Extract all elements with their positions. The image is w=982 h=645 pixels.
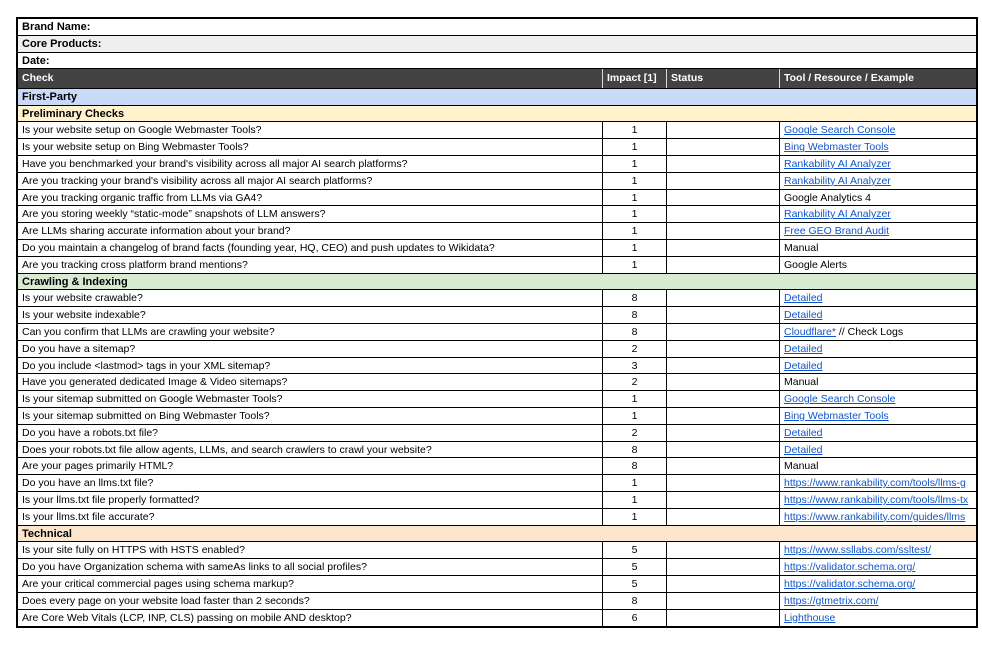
table-row <box>18 559 976 576</box>
impact-value-cell: 5 <box>602 542 666 558</box>
check-question-cell: Do you have a sitemap? <box>22 342 136 355</box>
check-question-cell: Is your sitemap submitted on Google Webmaster Tools? <box>22 393 283 406</box>
tool-link[interactable]: https://www.rankability.com/tools/llms-tx <box>784 494 969 507</box>
tool-text: Manual <box>784 376 819 389</box>
impact-value-cell: 8 <box>602 458 666 474</box>
status-cell[interactable] <box>666 173 779 189</box>
tool-cell <box>779 358 976 374</box>
table-row <box>18 593 976 610</box>
table-row <box>18 542 976 559</box>
impact-value-cell: 1 <box>602 173 666 189</box>
table-row <box>18 257 976 274</box>
meta-row <box>18 53 976 70</box>
table-row <box>18 139 976 156</box>
meta-label: Core Products: <box>22 37 102 50</box>
column-header-check: Check <box>22 72 54 85</box>
check-question-cell: Is your website crawable? <box>22 292 143 305</box>
section-row <box>18 89 976 106</box>
impact-value-cell: 2 <box>602 425 666 441</box>
impact-value-cell: 6 <box>602 610 666 627</box>
check-question-cell: Have you generated dedicated Image & Video sitemaps? <box>22 376 288 389</box>
status-cell[interactable] <box>666 341 779 357</box>
tool-link[interactable]: Detailed <box>784 342 823 355</box>
check-question-cell: Is your llms.txt file properly formatted? <box>22 494 200 507</box>
tool-link[interactable]: Google Search Console <box>784 124 896 137</box>
check-question-cell: Does every page on your website load faster than 2 seconds? <box>22 594 310 607</box>
tool-link[interactable]: Cloudflare* <box>784 326 836 339</box>
check-question-cell: Are your pages primarily HTML? <box>22 460 174 473</box>
tool-link[interactable]: Lighthouse <box>784 611 836 624</box>
impact-value-cell: 3 <box>602 358 666 374</box>
table-row <box>18 341 976 358</box>
status-cell[interactable] <box>666 122 779 138</box>
status-cell[interactable] <box>666 593 779 609</box>
tool-cell <box>779 240 976 256</box>
status-cell[interactable] <box>666 290 779 306</box>
table-row <box>18 156 976 173</box>
tool-cell <box>779 341 976 357</box>
table-row <box>18 190 976 207</box>
meta-row <box>18 36 976 53</box>
column-header-impact: Impact [1] <box>602 69 666 88</box>
section-title: Crawling & Indexing <box>22 275 128 288</box>
status-cell[interactable] <box>666 425 779 441</box>
status-cell[interactable] <box>666 190 779 206</box>
status-cell[interactable] <box>666 307 779 323</box>
status-cell[interactable] <box>666 475 779 491</box>
section-row <box>18 274 976 291</box>
tool-link[interactable]: Detailed <box>784 426 823 439</box>
status-cell[interactable] <box>666 509 779 525</box>
tool-link[interactable]: https://www.ssllabs.com/ssltest/ <box>784 544 932 557</box>
impact-value-cell: 1 <box>602 240 666 256</box>
tool-cell <box>779 173 976 189</box>
check-question-cell: Are you tracking your brand's visibility across all major AI search platforms? <box>22 174 373 187</box>
tool-link[interactable]: Rankability AI Analyzer <box>784 158 891 171</box>
tool-cell <box>779 206 976 222</box>
tool-cell <box>779 290 976 306</box>
table-row <box>18 290 976 307</box>
meta-label: Date: <box>22 54 50 67</box>
meta-label: Brand Name: <box>22 21 91 33</box>
impact-value-cell: 1 <box>602 139 666 155</box>
impact-value-cell: 1 <box>602 257 666 273</box>
check-question-cell: Are LLMs sharing accurate information about your brand? <box>22 225 291 238</box>
tool-cell <box>779 559 976 575</box>
impact-value-cell: 8 <box>602 307 666 323</box>
check-question-cell: Are you tracking cross platform brand mentions? <box>22 258 248 271</box>
table-row <box>18 475 976 492</box>
meta-value-cell[interactable] <box>513 53 976 69</box>
status-cell[interactable] <box>666 374 779 390</box>
check-question-cell: Do you have a robots.txt file? <box>22 426 158 439</box>
check-question-cell: Can you confirm that LLMs are crawling your website? <box>22 326 275 339</box>
check-question-cell: Is your llms.txt file accurate? <box>22 510 155 523</box>
impact-value-cell: 1 <box>602 475 666 491</box>
meta-row <box>18 19 976 36</box>
tool-cell <box>779 408 976 424</box>
tool-text: // Check Logs <box>835 326 904 339</box>
tool-cell <box>779 492 976 508</box>
check-question-cell: Are Core Web Vitals (LCP, INP, CLS) passing on mobile AND desktop? <box>22 611 352 624</box>
tool-link[interactable]: https://www.rankability.com/guides/llms <box>784 510 966 523</box>
table-row <box>18 122 976 139</box>
tool-cell <box>779 442 976 458</box>
impact-value-cell: 1 <box>602 223 666 239</box>
impact-value-cell: 2 <box>602 374 666 390</box>
check-question-cell: Are your critical commercial pages using schema markup? <box>22 578 294 590</box>
tool-text: Manual <box>784 460 819 473</box>
tool-cell <box>779 324 976 340</box>
table-row <box>18 458 976 475</box>
tool-link[interactable]: Free GEO Brand Audit <box>784 225 890 238</box>
status-cell[interactable] <box>666 358 779 374</box>
tool-cell <box>779 509 976 525</box>
status-cell[interactable] <box>666 240 779 256</box>
check-question-cell: Is your website setup on Google Webmaster Tools? <box>22 124 262 137</box>
tool-cell <box>779 190 976 206</box>
impact-value-cell: 1 <box>602 509 666 525</box>
tool-link[interactable]: Bing Webmaster Tools <box>784 141 889 154</box>
table-row <box>18 374 976 391</box>
tool-cell <box>779 156 976 172</box>
tool-link[interactable]: Detailed <box>784 359 823 372</box>
tool-cell <box>779 122 976 138</box>
tool-link[interactable]: Rankability AI Analyzer <box>784 174 891 187</box>
tool-cell <box>779 425 976 441</box>
table-row <box>18 307 976 324</box>
check-question-cell: Is your website setup on Bing Webmaster Tools? <box>22 141 249 154</box>
meta-value-cell[interactable] <box>539 36 976 52</box>
tool-cell <box>779 223 976 239</box>
impact-value-cell: 5 <box>602 576 666 592</box>
status-cell[interactable] <box>666 223 779 239</box>
status-cell[interactable] <box>666 324 779 340</box>
table-row <box>18 442 976 459</box>
tool-cell <box>779 257 976 273</box>
check-question-cell: Is your website indexable? <box>22 309 146 322</box>
column-header-row <box>18 69 976 89</box>
tool-link[interactable]: https://validator.schema.org/ <box>784 578 916 590</box>
tool-text: Google Analytics 4 <box>784 191 871 204</box>
table-row <box>18 223 976 240</box>
tool-link[interactable]: Detailed <box>784 309 823 322</box>
impact-value-cell: 1 <box>602 122 666 138</box>
status-cell[interactable] <box>666 492 779 508</box>
table-row <box>18 240 976 257</box>
status-cell[interactable] <box>666 156 779 172</box>
table-row <box>18 576 976 593</box>
status-cell[interactable] <box>666 542 779 558</box>
impact-value-cell: 1 <box>602 206 666 222</box>
check-question-cell: Have you benchmarked your brand's visibility across all major AI search platforms? <box>22 158 408 171</box>
status-cell[interactable] <box>666 206 779 222</box>
table-row <box>18 492 976 509</box>
tool-link[interactable]: https://gtmetrix.com/ <box>784 594 879 607</box>
impact-value-cell: 8 <box>602 324 666 340</box>
check-question-cell: Do you include <lastmod> tags in your XML sitemap? <box>22 359 271 372</box>
impact-value-cell: 1 <box>602 190 666 206</box>
meta-value-cell[interactable] <box>533 19 976 35</box>
status-cell[interactable] <box>666 610 779 627</box>
section-row <box>18 526 976 543</box>
table-row <box>18 358 976 375</box>
tool-text: Manual <box>784 242 819 255</box>
tool-cell <box>779 593 976 609</box>
table-row <box>18 509 976 526</box>
tool-link[interactable]: Rankability AI Analyzer <box>784 208 891 221</box>
check-question-cell: Do you have an llms.txt file? <box>22 477 154 490</box>
table-row <box>18 425 976 442</box>
column-header-status: Status <box>666 69 779 88</box>
tool-cell <box>779 610 976 627</box>
tool-cell <box>779 307 976 323</box>
tool-link[interactable]: Detailed <box>784 292 823 305</box>
tool-link[interactable]: Bing Webmaster Tools <box>784 410 889 423</box>
tool-cell <box>779 391 976 407</box>
status-cell[interactable] <box>666 576 779 592</box>
status-cell[interactable] <box>666 139 779 155</box>
tool-link[interactable]: https://validator.schema.org/ <box>784 561 916 574</box>
impact-value-cell: 1 <box>602 156 666 172</box>
check-question-cell: Is your site fully on HTTPS with HSTS enabled? <box>22 544 245 557</box>
tool-cell <box>779 374 976 390</box>
tool-link[interactable]: Google Search Console <box>784 393 896 406</box>
status-cell[interactable] <box>666 458 779 474</box>
status-cell[interactable] <box>666 408 779 424</box>
impact-value-cell: 5 <box>602 559 666 575</box>
section-title: First-Party <box>22 90 78 103</box>
impact-value-cell: 8 <box>602 290 666 306</box>
check-question-cell: Do you maintain a changelog of brand facts (founding year, HQ, CEO) and push updates to Wikidata? <box>22 242 495 255</box>
impact-value-cell: 1 <box>602 408 666 424</box>
status-cell[interactable] <box>666 391 779 407</box>
table-row <box>18 324 976 341</box>
check-question-cell: Are you tracking organic traffic from LLMs via GA4? <box>22 191 263 204</box>
section-row <box>18 106 976 123</box>
tool-link[interactable]: Detailed <box>784 443 823 456</box>
tool-cell <box>779 139 976 155</box>
status-cell[interactable] <box>666 559 779 575</box>
impact-value-cell: 8 <box>602 593 666 609</box>
check-question-cell: Do you have Organization schema with sameAs links to all social profiles? <box>22 561 367 574</box>
tool-text: Google Alerts <box>784 258 848 271</box>
table-row <box>18 408 976 425</box>
impact-value-cell: 2 <box>602 341 666 357</box>
tool-cell <box>779 475 976 491</box>
section-title: Technical <box>22 527 72 540</box>
check-question-cell: Does your robots.txt file allow agents, LLMs, and search crawlers to crawl your website? <box>22 443 432 456</box>
impact-value-cell: 1 <box>602 492 666 508</box>
table-row <box>18 173 976 190</box>
column-header-tool: Tool / Resource / Example <box>779 69 976 88</box>
tool-cell <box>779 458 976 474</box>
checklist-spreadsheet <box>16 17 978 628</box>
tool-cell <box>779 576 976 592</box>
impact-value-cell: 8 <box>602 442 666 458</box>
table-row <box>18 610 976 627</box>
impact-value-cell: 1 <box>602 391 666 407</box>
status-cell[interactable] <box>666 442 779 458</box>
check-question-cell: Is your sitemap submitted on Bing Webmaster Tools? <box>22 410 270 423</box>
section-title: Preliminary Checks <box>22 107 125 120</box>
table-row <box>18 391 976 408</box>
tool-cell <box>779 542 976 558</box>
tool-link[interactable]: https://www.rankability.com/tools/llms-g <box>784 477 966 490</box>
check-question-cell: Are you storing weekly “static-mode” snapshots of LLM answers? <box>22 208 326 221</box>
table-row <box>18 206 976 223</box>
status-cell[interactable] <box>666 257 779 273</box>
